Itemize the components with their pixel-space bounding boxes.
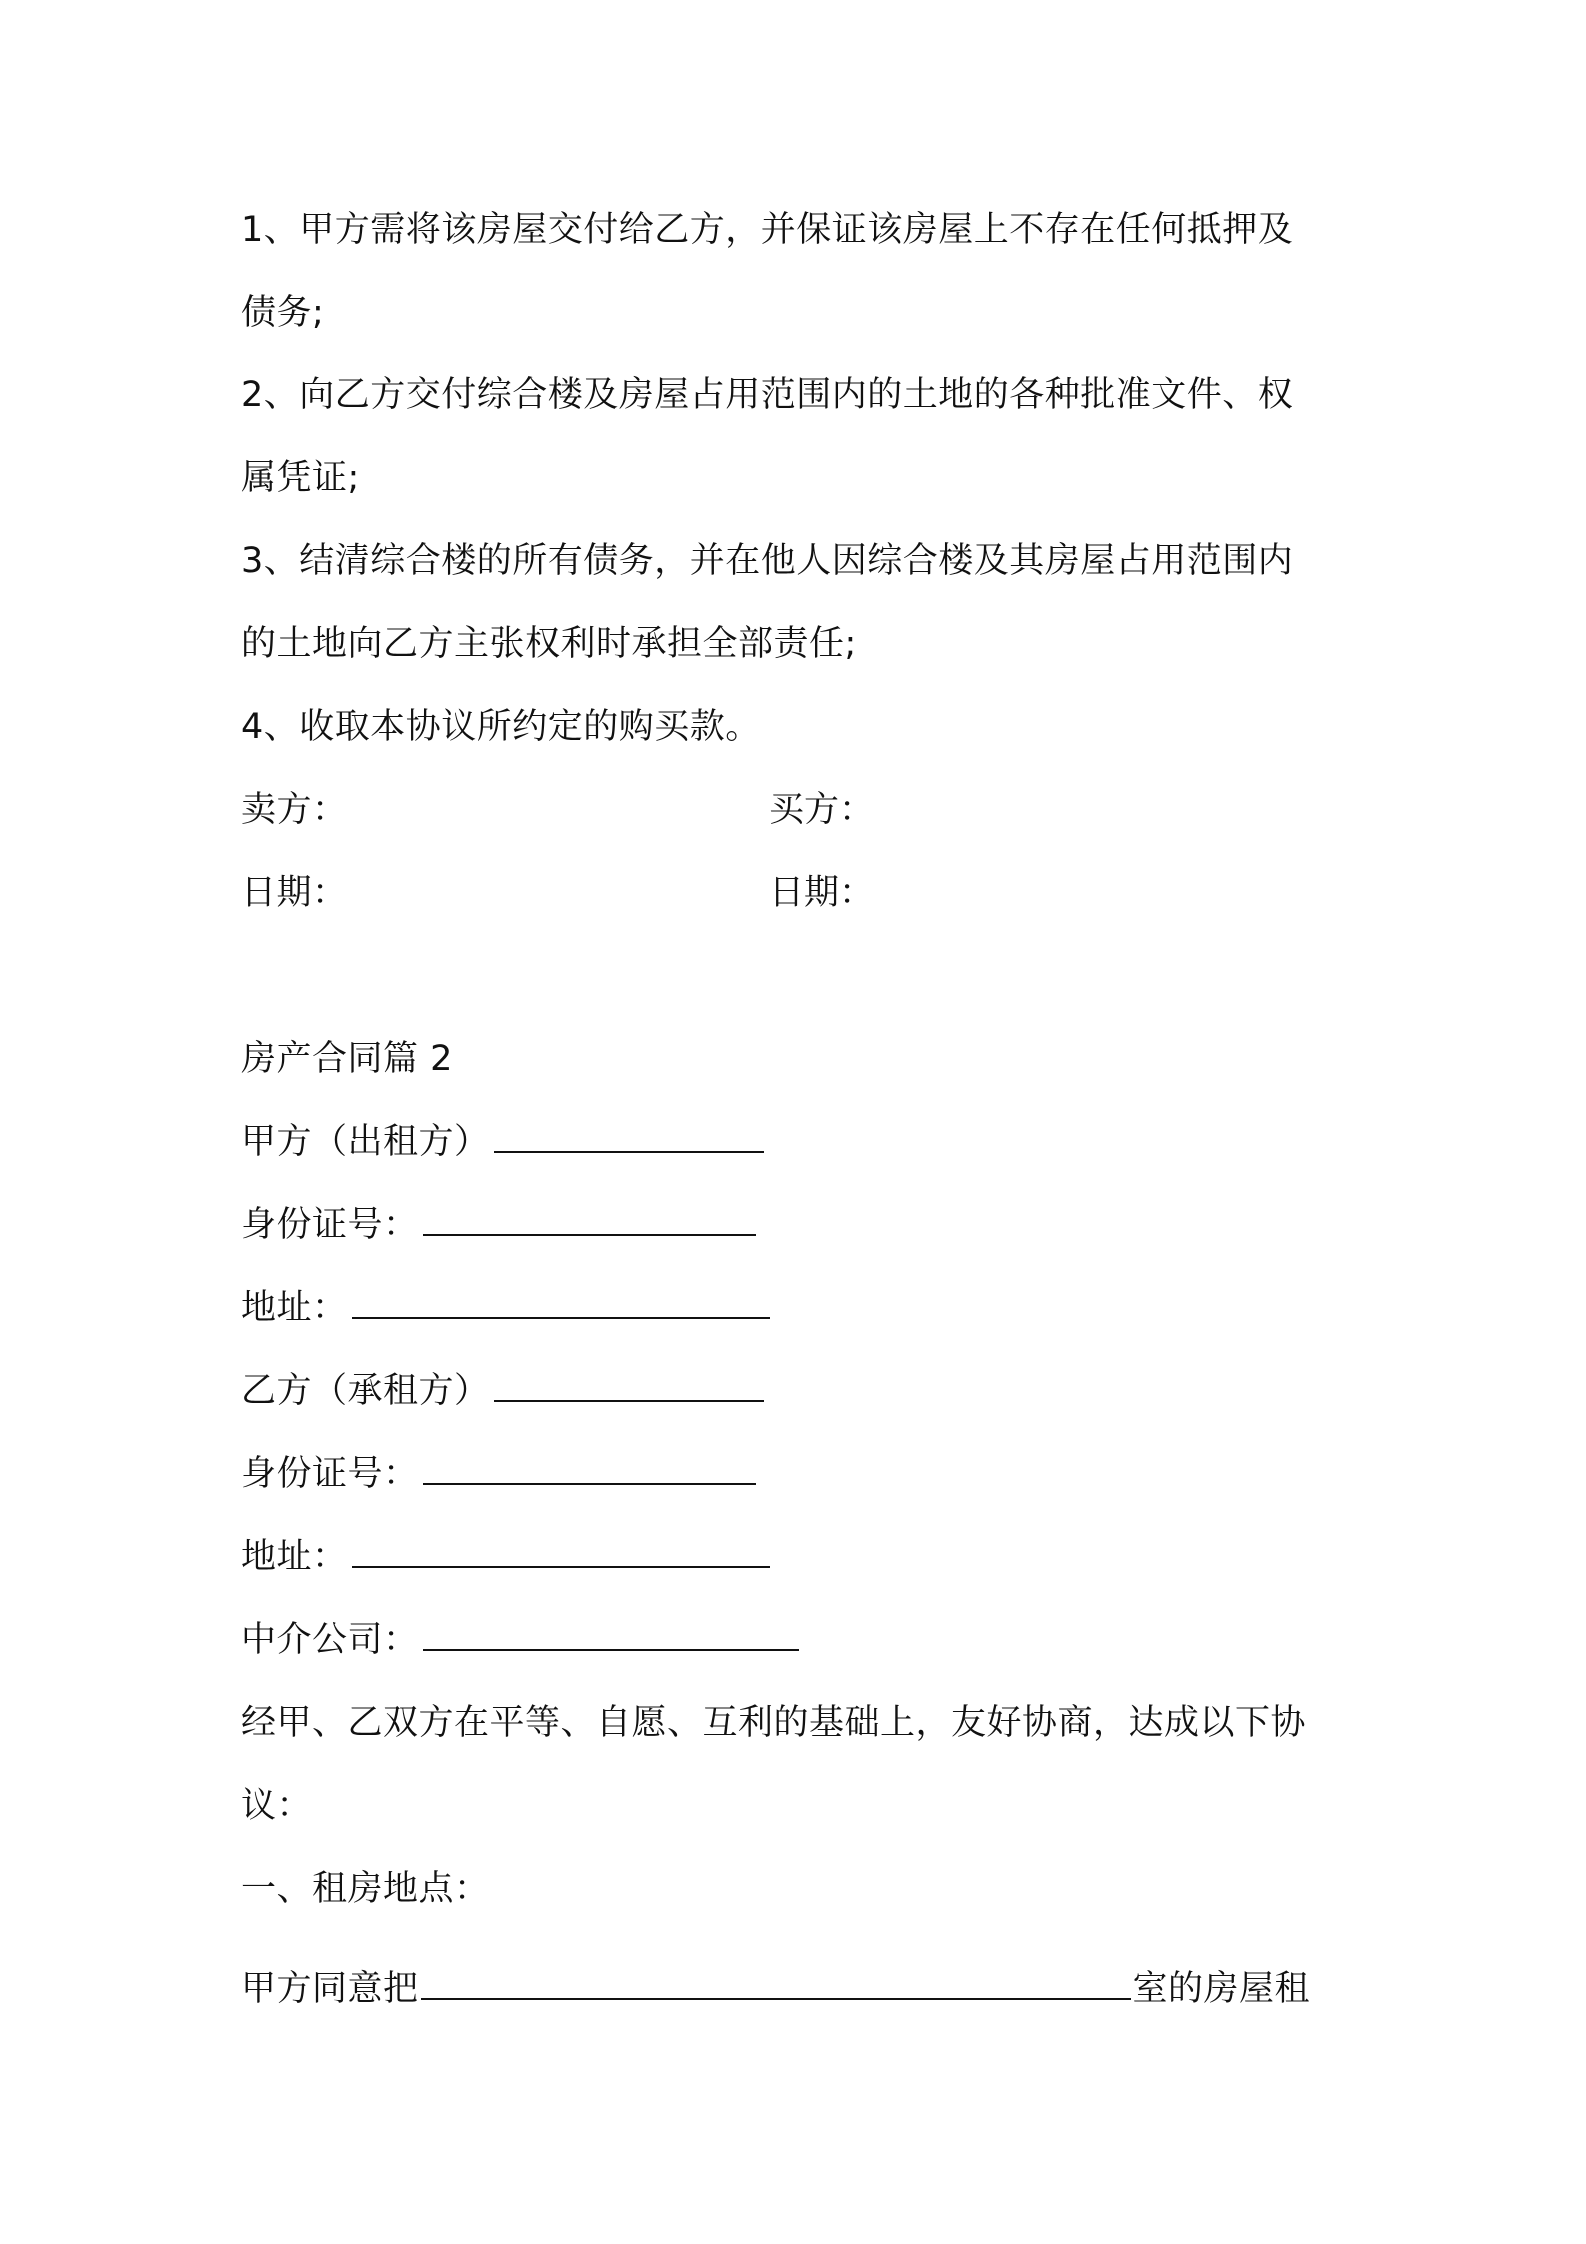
obligation-4: 4、收取本协议所约定的购买款。: [241, 707, 761, 747]
section-1-text: [241, 1964, 1310, 2014]
party-a-row: [241, 1117, 764, 1167]
address-b-row: [241, 1532, 770, 1582]
agency-blank: [423, 1615, 799, 1651]
obligation-1-line-2: 债务;: [241, 293, 325, 333]
id-number-b-row: [241, 1449, 756, 1499]
address-a-blank: [352, 1283, 770, 1319]
party-a-blank: [494, 1117, 764, 1153]
obligation-3-line-1: 3、结清综合楼的所有债务，并在他人因综合楼及其房屋占用范围内: [241, 541, 1294, 581]
room-number-blank: [421, 1964, 1131, 2000]
id-number-a-blank: [423, 1200, 756, 1236]
address-b-blank: [352, 1532, 770, 1568]
party-b-label: 乙方（承租方）: [241, 1371, 490, 1411]
address-a-label: 地址：: [241, 1288, 348, 1328]
agreement-line-1: 经甲、乙双方在平等、自愿、互利的基础上，友好协商，达成以下协: [241, 1703, 1307, 1743]
obligation-2-line-2: 属凭证;: [241, 458, 360, 498]
contract-title: 房产合同篇 2: [241, 1039, 453, 1079]
seller-label: 卖方：: [241, 790, 348, 830]
id-number-b-label: 身份证号：: [241, 1454, 419, 1494]
address-b-label: 地址：: [241, 1537, 348, 1577]
obligation-3-line-2: 的土地向乙方主张权利时承担全部责任;: [241, 624, 857, 664]
address-a-row: [241, 1283, 770, 1333]
section-1-text-end: 室的房屋租: [1132, 1969, 1311, 2009]
buyer-date-label: 日期：: [769, 873, 875, 913]
obligation-1-line-1: 1、甲方需将该房屋交付给乙方，并保证该房屋上不存在任何抵押及: [241, 210, 1294, 250]
agency-row: [241, 1615, 799, 1665]
party-b-blank: [494, 1366, 764, 1402]
id-number-a-label: 身份证号：: [241, 1205, 419, 1245]
agreement-line-2: 议：: [241, 1786, 313, 1826]
party-a-label: 甲方（出租方）: [241, 1122, 490, 1162]
id-number-a-row: [241, 1200, 756, 1250]
party-b-row: [241, 1366, 764, 1416]
section-1-title: 一、租房地点：: [241, 1869, 490, 1909]
obligation-2-line-1: 2、向乙方交付综合楼及房屋占用范围内的土地的各种批准文件、权: [241, 375, 1294, 415]
agency-label: 中介公司：: [241, 1620, 419, 1660]
id-number-b-blank: [423, 1449, 756, 1485]
seller-date-label: 日期：: [241, 873, 348, 913]
section-1-text-start: 甲方同意把: [241, 1969, 419, 2009]
buyer-label: 买方：: [769, 790, 875, 830]
